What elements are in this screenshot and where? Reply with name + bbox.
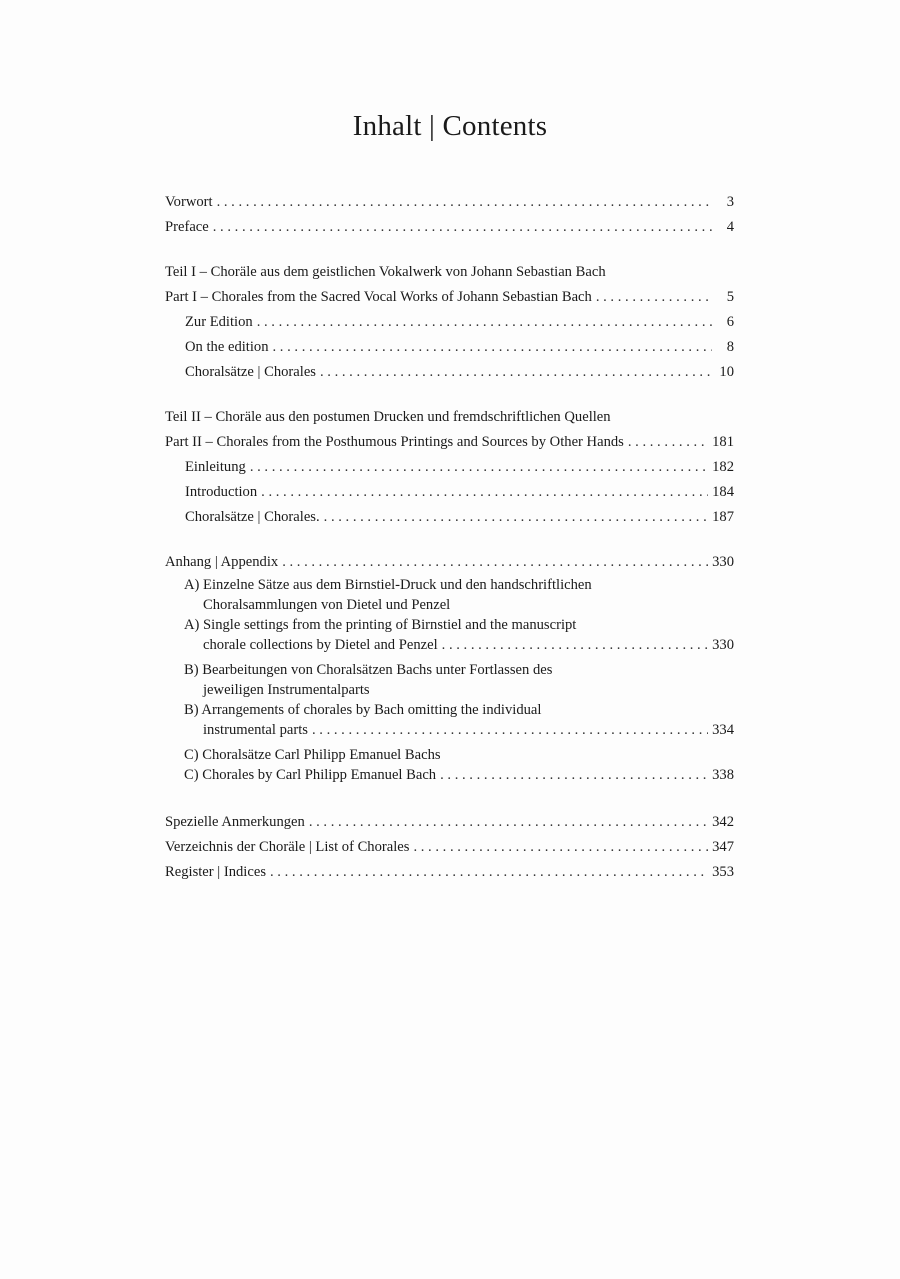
leader-dots (257, 310, 712, 335)
appendix-b-en-line1: B) Arrangements of chorales by Bach omitting the individual (184, 702, 542, 718)
toc-entry-text: Spezielle Anmerkungen (165, 814, 305, 830)
toc-page-number: 5 (726, 289, 734, 305)
table-of-contents (165, 190, 734, 885)
toc-entry-text: Zur Edition (185, 314, 253, 330)
appendix-c-de: C) Choralsätze Carl Philipp Emanuel Bachs (184, 747, 441, 763)
leader-dots (261, 480, 708, 505)
toc-page-number: 347 (712, 839, 734, 855)
toc-page-number: 330 (712, 637, 734, 653)
toc-page-number: 330 (712, 554, 734, 570)
appendix-heading: Anhang | Appendix (165, 554, 279, 570)
toc-entry-choralsaetze-1[interactable] (165, 360, 734, 385)
leader-dots (628, 430, 708, 455)
leader-dots (282, 550, 708, 575)
toc-page-number: 6 (726, 314, 734, 330)
toc-entry-text: Verzeichnis der Choräle | List of Chorales (165, 839, 410, 855)
leader-dots (440, 765, 708, 785)
toc-page-number: 338 (712, 767, 734, 783)
part1-heading-en: Part I – Chorales from the Sacred Vocal Works of Johann Sebastian Bach (165, 289, 592, 305)
appendix-list (165, 575, 734, 785)
leader-dots (596, 285, 712, 310)
appendix-a-de-line1: A) Einzelne Sätze aus dem Birnstiel-Druck und den handschriftlichen (184, 577, 592, 593)
toc-entry-zur-edition[interactable] (165, 310, 734, 335)
toc-entry-choralsaetze-2[interactable] (165, 505, 734, 530)
toc-entry-einleitung[interactable] (165, 455, 734, 480)
part2-heading-de: Teil II – Choräle aus den postumen Drucken und fremdschriftlichen Quellen (165, 409, 611, 425)
appendix-entry-b[interactable] (184, 660, 734, 740)
toc-entry-on-the-edition[interactable] (165, 335, 734, 360)
toc-entry-register[interactable] (165, 860, 734, 885)
toc-entry-appendix[interactable] (165, 550, 734, 575)
toc-entry-text: Choralsätze | Chorales (185, 364, 316, 380)
leader-dots (312, 720, 708, 740)
toc-page-number: 4 (726, 219, 734, 235)
toc-page-number: 342 (712, 814, 734, 830)
toc-entry-text: chorale collections by Dietel and Penzel (203, 637, 438, 653)
toc-entry-text: instrumental parts (203, 722, 308, 738)
toc-entry-text: Choralsätze | Chorales. (185, 509, 320, 525)
toc-page-number: 353 (712, 864, 734, 880)
toc-page-number: 10 (719, 364, 734, 380)
appendix-b-en-line2 (184, 720, 734, 740)
part1-heading-de: Teil I – Choräle aus dem geistlichen Vokalwerk von Johann Sebastian Bach (165, 264, 606, 280)
appendix-c-en-line (184, 765, 734, 785)
page-title: Inhalt | Contents (352, 110, 548, 142)
toc-entry-text: Introduction (185, 484, 258, 500)
leader-dots (413, 835, 708, 860)
toc-entry-text: Vorwort (165, 194, 213, 210)
toc-entry-text: Register | Indices (165, 864, 266, 880)
leader-dots (213, 215, 712, 240)
leader-dots (309, 810, 708, 835)
toc-entry-verzeichnis[interactable] (165, 835, 734, 860)
appendix-a-en-line1: A) Single settings from the printing of Birnstiel and the manuscript (184, 617, 577, 633)
leader-dots (442, 635, 708, 655)
toc-page-number: 8 (726, 339, 734, 355)
toc-page-number: 181 (712, 434, 734, 450)
toc-entry-text: Preface (165, 219, 209, 235)
toc-entry-text: Einleitung (185, 459, 246, 475)
leader-dots (320, 360, 712, 385)
toc-entry-preface[interactable] (165, 215, 734, 240)
appendix-b-de-line1: B) Bearbeitungen von Choralsätzen Bachs unter Fortlassen des (184, 662, 553, 678)
leader-dots (270, 860, 708, 885)
appendix-a-de-line2: Choralsammlungen von Dietel und Penzel (203, 597, 451, 613)
leader-dots (250, 455, 708, 480)
leader-dots (324, 505, 708, 530)
part2-heading-en: Part II – Chorales from the Posthumous Printings and Sources by Other Hands (165, 434, 624, 450)
toc-entry-introduction[interactable] (165, 480, 734, 505)
leader-dots (273, 335, 713, 360)
toc-entry-part1[interactable] (165, 285, 734, 310)
toc-entry-vorwort[interactable] (165, 190, 734, 215)
toc-page-number: 187 (712, 509, 734, 525)
toc-entry-anmerkungen[interactable] (165, 810, 734, 835)
toc-page-number: 3 (726, 194, 734, 210)
toc-entry-text: C) Chorales by Carl Philipp Emanuel Bach (184, 767, 437, 783)
toc-page-number: 334 (712, 722, 734, 738)
toc-page-number: 182 (712, 459, 734, 475)
appendix-entry-c[interactable] (184, 745, 734, 785)
appendix-entry-a[interactable] (184, 575, 734, 655)
appendix-a-en-line2 (184, 635, 734, 655)
toc-page-number: 184 (712, 484, 734, 500)
leader-dots (217, 190, 712, 215)
toc-entry-text: On the edition (185, 339, 269, 355)
toc-entry-part2[interactable] (165, 430, 734, 455)
appendix-b-de-line2: jeweiligen Instrumentalparts (203, 682, 370, 698)
